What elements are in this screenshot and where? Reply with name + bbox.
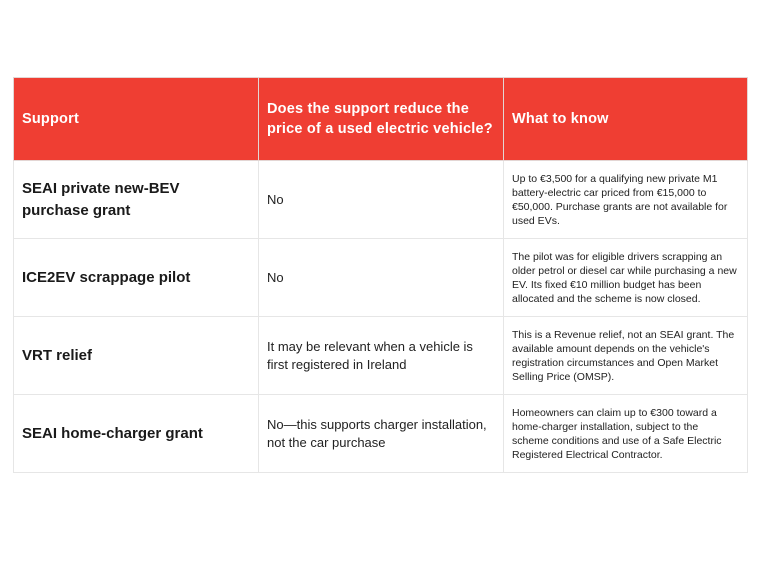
table-header-row xyxy=(14,78,748,161)
header-reduce-price: Does the support reduce the price of a used electric vehicle? xyxy=(259,78,504,161)
cell-reduce-price: No xyxy=(259,239,504,317)
cell-what-to-know: Up to €3,500 for a qualifying new private M1 battery-electric car priced from €15,000 to €50,000. Purchase grants are not available for used EVs. xyxy=(504,161,748,239)
cell-support: ICE2EV scrappage pilot xyxy=(14,239,259,317)
header-what-to-know: What to know xyxy=(504,78,748,161)
table-row xyxy=(14,239,748,317)
cell-support: SEAI home-charger grant xyxy=(14,395,259,473)
support-comparison-table xyxy=(13,77,748,473)
cell-reduce-price: No xyxy=(259,161,504,239)
table-row xyxy=(14,161,748,239)
table-row xyxy=(14,317,748,395)
cell-what-to-know: Homeowners can claim up to €300 toward a home-charger installation, subject to the scheme conditions and use of a Safe Electric Registered Electrical Contractor. xyxy=(504,395,748,473)
cell-support: VRT relief xyxy=(14,317,259,395)
cell-support: SEAI private new-BEV purchase grant xyxy=(14,161,259,239)
support-table-container xyxy=(13,77,747,473)
header-support: Support xyxy=(14,78,259,161)
cell-what-to-know: The pilot was for eligible drivers scrapping an older petrol or diesel car while purchasing a new EV. Its fixed €10 million budget has been allocated and the scheme is now closed. xyxy=(504,239,748,317)
cell-what-to-know: This is a Revenue relief, not an SEAI grant. The available amount depends on the vehicle's registration circumstances and Open Market Selling Price (OMSP). xyxy=(504,317,748,395)
table-row xyxy=(14,395,748,473)
cell-reduce-price: No—this supports charger installation, not the car purchase xyxy=(259,395,504,473)
cell-reduce-price: It may be relevant when a vehicle is first registered in Ireland xyxy=(259,317,504,395)
